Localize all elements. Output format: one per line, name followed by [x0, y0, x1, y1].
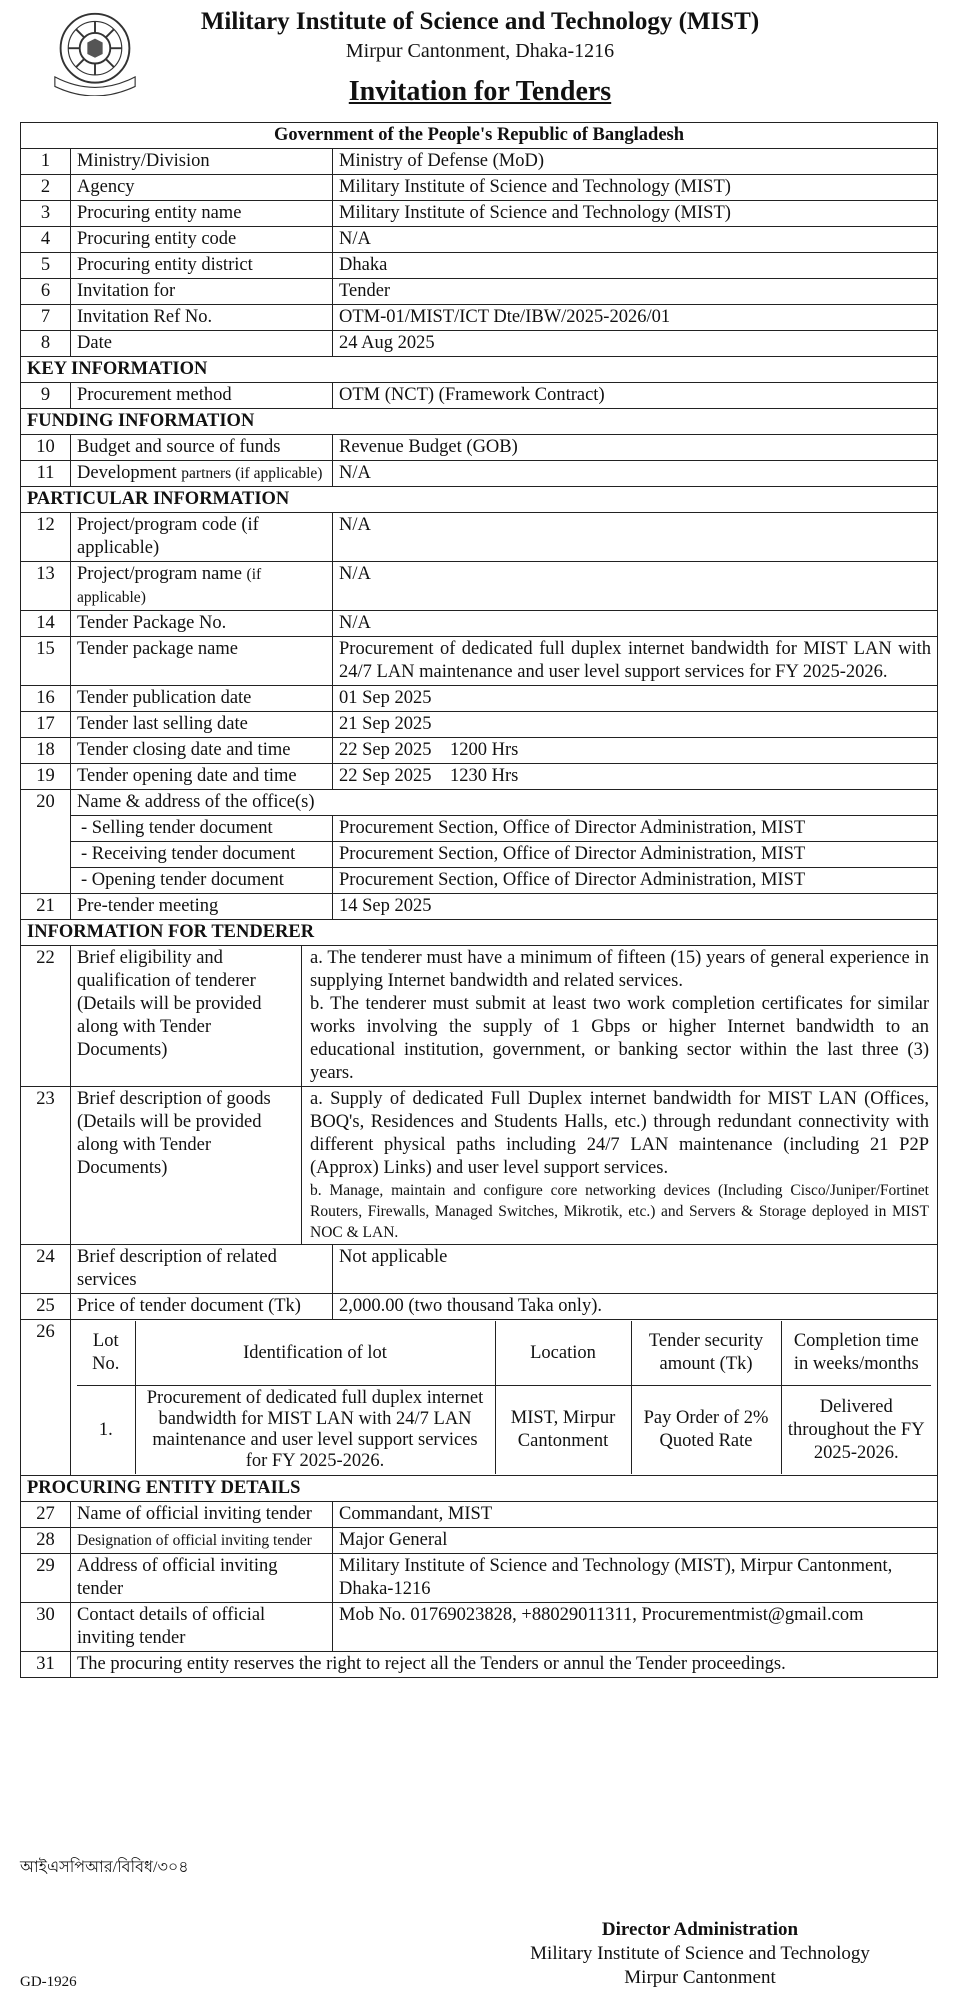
- table-row: [21, 562, 938, 611]
- row-number: 30: [21, 1603, 71, 1652]
- table-row: [21, 816, 938, 842]
- row-label: Designation of official inviting tender: [71, 1528, 333, 1554]
- signature-line-1: Military Institute of Science and Technology: [530, 1943, 870, 1964]
- lot-header: Lot No.: [77, 1321, 135, 1386]
- row-value: 24 Aug 2025: [333, 331, 938, 357]
- table-row: [21, 1087, 938, 1245]
- row-label: Tender Package No.: [71, 611, 333, 637]
- table-row: [21, 1502, 938, 1528]
- page-title: Invitation for Tenders: [348, 76, 612, 107]
- office-value: Procurement Section, Office of Director Administration, MIST: [333, 842, 938, 868]
- row-label: Name & address of the office(s): [71, 790, 938, 816]
- row-22-cell: [71, 946, 938, 1087]
- table-row: [21, 1528, 938, 1554]
- eligibility-a: a. The tenderer must have a minimum of fifteen (15) years of general experience in supplying Internet bandwidth and related services.: [310, 948, 929, 991]
- institute-address: Mirpur Cantonment, Dhaka-1216: [345, 40, 615, 62]
- row-number: 25: [21, 1294, 71, 1320]
- row-label-main: Development: [77, 463, 177, 483]
- row-label: Procuring entity code: [71, 227, 333, 253]
- row-number: 15: [21, 637, 71, 686]
- row-label: Name of official inviting tender: [71, 1502, 333, 1528]
- table-row: [21, 1603, 938, 1652]
- table-row: [21, 1320, 938, 1476]
- office-label: - Opening tender document: [71, 868, 333, 894]
- row-label-small: partners (if applicable): [181, 465, 323, 482]
- row-label: Tender opening date and time: [71, 764, 333, 790]
- row-label-small: (if applicable): [77, 566, 262, 606]
- row-number: 27: [21, 1502, 71, 1528]
- row-label: Tender package name: [71, 637, 333, 686]
- row-label: Price of tender document (Tk): [71, 1294, 333, 1320]
- row-number: 22: [21, 946, 71, 1087]
- row-value: Military Institute of Science and Technology (MIST): [333, 175, 938, 201]
- lot-cell: [71, 1320, 938, 1476]
- row-number: 26: [21, 1320, 71, 1476]
- row-number: 2: [21, 175, 71, 201]
- row-label-main: Project/program name: [77, 564, 242, 584]
- lot-header: Completion time in weeks/months: [781, 1321, 931, 1386]
- table-row: [21, 1294, 938, 1320]
- row-label: Contact details of official inviting tender: [71, 1603, 333, 1652]
- table-row: [21, 868, 938, 894]
- table-row: [21, 1554, 938, 1603]
- row-number: 19: [21, 764, 71, 790]
- row-label: Tender publication date: [71, 686, 333, 712]
- row-label: Procurement method: [71, 383, 333, 409]
- table-row: [21, 253, 938, 279]
- table-row: [21, 435, 938, 461]
- row-value: Major General: [333, 1528, 938, 1554]
- row-label: Date: [71, 331, 333, 357]
- row-number: 31: [21, 1652, 71, 1678]
- row-value: Military Institute of Science and Technology (MIST): [333, 201, 938, 227]
- lot-table: [77, 1321, 931, 1474]
- table-row: [21, 123, 938, 149]
- table-row: [21, 279, 938, 305]
- row-23-cell: [71, 1087, 938, 1245]
- row-value: [302, 1087, 937, 1244]
- table-row: [21, 227, 938, 253]
- table-row: [21, 175, 938, 201]
- section-funding-information: FUNDING INFORMATION: [21, 409, 938, 435]
- row-number: 20: [21, 790, 71, 894]
- lot-location: MIST, Mirpur Cantonment: [495, 1386, 631, 1475]
- row-number: 12: [21, 513, 71, 562]
- section-information-for-tenderer: INFORMATION FOR TENDERER: [21, 920, 938, 946]
- goods-a: a. Supply of dedicated Full Duplex internet bandwidth for MIST LAN (Offices, BOQ's, Residences and Students Halls, etc.) through redundant connectivity with different physical paths including 24/7 LAN maintenance (including 21 P2P (Approx) Links) and user level support services.: [310, 1089, 929, 1178]
- row-number: 1: [21, 149, 71, 175]
- table-row: [21, 331, 938, 357]
- table-row: [21, 637, 938, 686]
- row-value: 22 Sep 2025 1200 Hrs: [333, 738, 938, 764]
- section-row: [21, 409, 938, 435]
- section-procuring-entity-details: PROCURING ENTITY DETAILS: [21, 1476, 938, 1502]
- row-value: OTM-01/MIST/ICT Dte/IBW/2025-2026/01: [333, 305, 938, 331]
- row-value: 2,000.00 (two thousand Taka only).: [333, 1294, 938, 1320]
- row-label: Tender closing date and time: [71, 738, 333, 764]
- row-number: 6: [21, 279, 71, 305]
- document-header: [0, 0, 957, 130]
- row-value: Dhaka: [333, 253, 938, 279]
- row-label: Tender last selling date: [71, 712, 333, 738]
- row-number: 23: [21, 1087, 71, 1245]
- row-value: Commandant, MIST: [333, 1502, 938, 1528]
- row-number: 29: [21, 1554, 71, 1603]
- table-row: [21, 790, 938, 816]
- row-value: Mob No. 01769023828, +88029011311, Procurementmist@gmail.com: [333, 1603, 938, 1652]
- row-number: 16: [21, 686, 71, 712]
- row-number: 11: [21, 461, 71, 487]
- row-label: [71, 562, 333, 611]
- lot-header: Tender security amount (Tk): [631, 1321, 781, 1386]
- row-value: 01 Sep 2025: [333, 686, 938, 712]
- office-value: Procurement Section, Office of Director Administration, MIST: [333, 816, 938, 842]
- tender-table: [20, 122, 938, 1678]
- row-number: 9: [21, 383, 71, 409]
- lot-row: [77, 1386, 931, 1475]
- row-value: 21 Sep 2025: [333, 712, 938, 738]
- table-row: [21, 712, 938, 738]
- row-label: Procuring entity name: [71, 201, 333, 227]
- eligibility-b: b. The tenderer must submit at least two work completion certificates for similar works involving the supply of 1 Gbps or higher Internet bandwidth to an educational institution, government, or banking sector within the last three (3) years.: [310, 994, 929, 1083]
- row-number: 28: [21, 1528, 71, 1554]
- row-number: 10: [21, 435, 71, 461]
- government-title: Government of the People's Republic of Bangladesh: [21, 123, 938, 149]
- row-label: Procuring entity district: [71, 253, 333, 279]
- table-row: [21, 842, 938, 868]
- institute-name: Military Institute of Science and Technology (MIST): [200, 8, 760, 35]
- row-number: 13: [21, 562, 71, 611]
- row-value: Military Institute of Science and Technology (MIST), Mirpur Cantonment, Dhaka-1216: [333, 1554, 938, 1603]
- table-row: [21, 1245, 938, 1294]
- table-row: [21, 894, 938, 920]
- table-row: [21, 383, 938, 409]
- row-value: The procuring entity reserves the right to reject all the Tenders or annul the Tender proceedings.: [71, 1652, 938, 1678]
- row-value: OTM (NCT) (Framework Contract): [333, 383, 938, 409]
- row-number: 8: [21, 331, 71, 357]
- row-label: Brief eligibility and qualification of tenderer (Details will be provided along with Tender Documents): [71, 946, 302, 1086]
- section-row: [21, 357, 938, 383]
- lot-completion: Delivered throughout the FY 2025-2026.: [781, 1386, 931, 1475]
- row-value: Revenue Budget (GOB): [333, 435, 938, 461]
- row-label: Address of official inviting tender: [71, 1554, 333, 1603]
- section-row: [21, 487, 938, 513]
- section-particular-information: PARTICULAR INFORMATION: [21, 487, 938, 513]
- row-value: N/A: [333, 562, 938, 611]
- row-value: Tender: [333, 279, 938, 305]
- table-row: [21, 686, 938, 712]
- row-value: Ministry of Defense (MoD): [333, 149, 938, 175]
- section-row: [21, 920, 938, 946]
- goods-b: b. Manage, maintain and configure core networking devices (Including Cisco/Juniper/Fortinet Routers, Firewalls, Managed Switches, Mikrotik, etc.) and Servers & Storage deployed in MIST NOC & LAN.: [310, 1182, 929, 1241]
- row-value: [302, 946, 937, 1086]
- table-row: [21, 1652, 938, 1678]
- lot-header-row: [77, 1321, 931, 1386]
- row-value: Not applicable: [333, 1245, 938, 1294]
- table-row: [21, 305, 938, 331]
- section-key-information: KEY INFORMATION: [21, 357, 938, 383]
- table-row: [21, 611, 938, 637]
- lot-number: 1.: [77, 1386, 135, 1475]
- table-row: [21, 764, 938, 790]
- lot-security: Pay Order of 2% Quoted Rate: [631, 1386, 781, 1475]
- row-label: Budget and source of funds: [71, 435, 333, 461]
- row-number: 17: [21, 712, 71, 738]
- table-row: [21, 149, 938, 175]
- table-row: [21, 738, 938, 764]
- section-row: [21, 1476, 938, 1502]
- row-value: 14 Sep 2025: [333, 894, 938, 920]
- table-row: [21, 513, 938, 562]
- row-label: [71, 461, 333, 487]
- row-number: 4: [21, 227, 71, 253]
- table-row: [21, 946, 938, 1087]
- mist-logo-icon: [46, 10, 144, 96]
- row-number: 21: [21, 894, 71, 920]
- row-label: Ministry/Division: [71, 149, 333, 175]
- row-label: Invitation Ref No.: [71, 305, 333, 331]
- row-value: 22 Sep 2025 1230 Hrs: [333, 764, 938, 790]
- office-label: - Receiving tender document: [71, 842, 333, 868]
- table-row: [21, 201, 938, 227]
- office-value: Procurement Section, Office of Director Administration, MIST: [333, 868, 938, 894]
- row-value: N/A: [333, 513, 938, 562]
- row-label: Brief description of goods (Details will be provided along with Tender Documents): [71, 1087, 302, 1244]
- row-number: 3: [21, 201, 71, 227]
- gd-number: GD-1926: [20, 1974, 77, 1990]
- row-value: N/A: [333, 227, 938, 253]
- lot-header: Location: [495, 1321, 631, 1386]
- row-number: 5: [21, 253, 71, 279]
- row-label: Pre-tender meeting: [71, 894, 333, 920]
- row-label: Agency: [71, 175, 333, 201]
- ispr-code: আইএসপিআর/বিবিধ/৩০৪: [20, 1859, 189, 1876]
- row-number: 24: [21, 1245, 71, 1294]
- row-label: Brief description of related services: [71, 1245, 333, 1294]
- signature-line-2: Mirpur Cantonment: [624, 1967, 776, 1988]
- lot-identification: Procurement of dedicated full duplex internet bandwidth for MIST LAN with 24/7 LAN maintenance and user level support services for FY 2025-2026.: [135, 1386, 495, 1475]
- row-value: Procurement of dedicated full duplex internet bandwidth for MIST LAN with 24/7 LAN maintenance and user level support services for FY 2025-2026.: [333, 637, 938, 686]
- row-number: 14: [21, 611, 71, 637]
- office-label: - Selling tender document: [71, 816, 333, 842]
- signature-block: [470, 1918, 930, 1990]
- table-row: [21, 461, 938, 487]
- row-value: N/A: [333, 461, 938, 487]
- row-number: 7: [21, 305, 71, 331]
- row-number: 18: [21, 738, 71, 764]
- signature-title: Director Administration: [601, 1919, 799, 1940]
- row-label: Project/program code (if applicable): [71, 513, 333, 562]
- lot-header: Identification of lot: [135, 1321, 495, 1386]
- row-label: Invitation for: [71, 279, 333, 305]
- row-value: N/A: [333, 611, 938, 637]
